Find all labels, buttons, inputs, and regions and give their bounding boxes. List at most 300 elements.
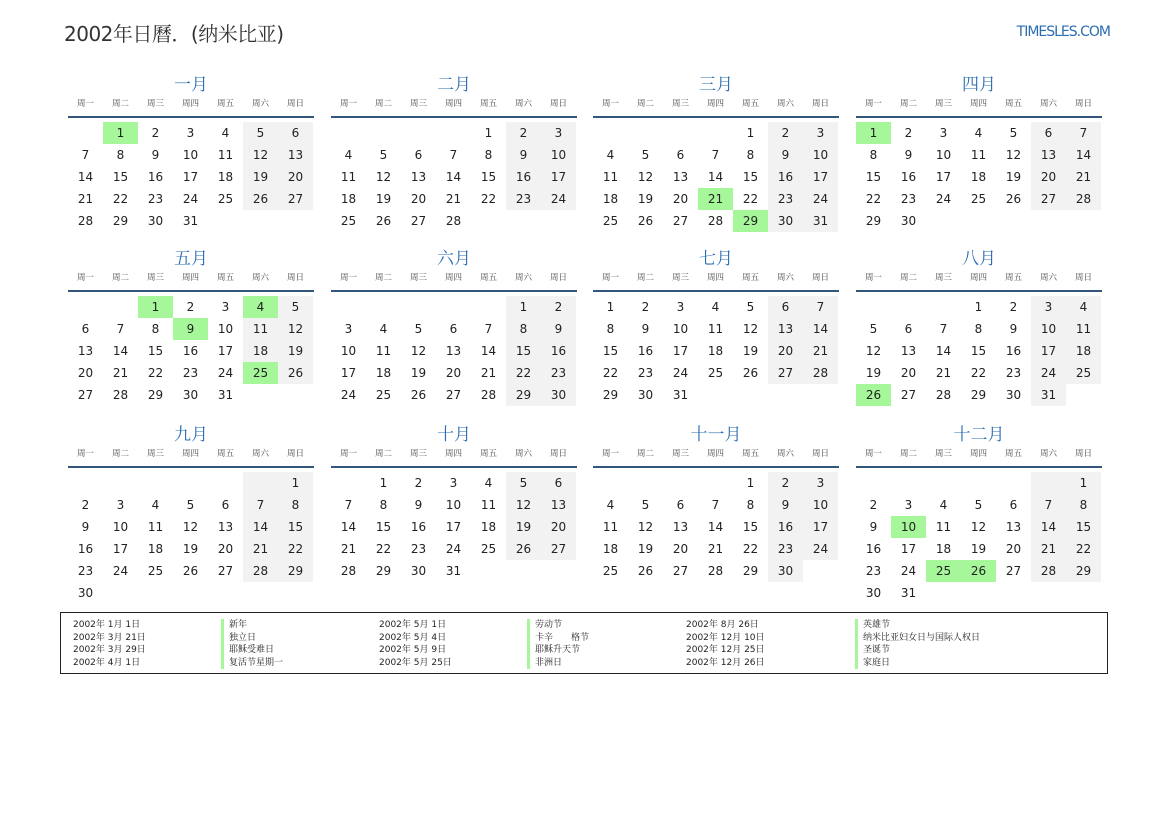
day-blank [68, 122, 103, 144]
weekday-header [593, 446, 839, 468]
weekday-label: 周六 [776, 449, 794, 459]
weekday-label: 周五 [216, 449, 234, 459]
day: 21 [803, 340, 838, 362]
day: 19 [243, 166, 278, 188]
weekday-label: 周二 [111, 273, 129, 283]
day: 29 [865, 214, 882, 228]
day-grid [68, 472, 313, 604]
weekday-label: 周六 [514, 99, 532, 109]
day: 17 [541, 166, 576, 188]
day: 2 [768, 472, 803, 494]
holiday-name: 新年 [229, 620, 248, 630]
day: 9 [414, 498, 423, 512]
day: 11 [147, 520, 164, 534]
day: 1 [379, 476, 388, 490]
day: 20 [672, 542, 689, 556]
weekday-label: 周二 [636, 99, 654, 109]
day: 10 [340, 344, 357, 358]
day: 14 [112, 344, 129, 358]
day: 23 [541, 362, 576, 384]
day: 23 [77, 564, 94, 578]
day: 5 [186, 498, 195, 512]
holiday-date: 2002年 12月 26日 [686, 657, 765, 668]
day: 7 [81, 148, 90, 162]
day: 18 [217, 170, 234, 184]
day-grid [331, 472, 576, 582]
day: 13 [217, 520, 234, 534]
weekday-label: 周六 [514, 449, 532, 459]
day: 21 [707, 542, 724, 556]
day: 20 [445, 366, 462, 380]
weekday-label: 周五 [1004, 273, 1022, 283]
holiday-date: 2002年 5月 4日 [379, 632, 447, 643]
weekday-label: 周一 [339, 449, 357, 459]
day: 6 [768, 296, 803, 318]
weekday-label: 周二 [636, 273, 654, 283]
holiday-name: 耶稣升天节 [535, 645, 581, 655]
day: 25 [217, 192, 234, 206]
holiday-dates [73, 619, 146, 669]
day: 5 [641, 148, 650, 162]
day: 21 [77, 192, 94, 206]
month-7 [593, 248, 839, 406]
day: 13 [278, 144, 313, 166]
holiday-day: 4 [243, 296, 278, 318]
day: 10 [445, 498, 462, 512]
day: 20 [1005, 542, 1022, 556]
day: 17 [803, 166, 838, 188]
day-blank [173, 472, 208, 494]
weekday-label: 周三 [934, 99, 952, 109]
day: 20 [278, 166, 313, 188]
day: 1 [506, 296, 541, 318]
day: 7 [803, 296, 838, 318]
day-grid [68, 122, 313, 232]
day: 13 [1005, 520, 1022, 534]
day: 28 [803, 362, 838, 384]
weekday-label: 周日 [811, 273, 829, 283]
month-title: 三月 [699, 75, 733, 95]
day: 16 [77, 542, 94, 556]
weekday-label: 周五 [741, 99, 759, 109]
day: 11 [243, 318, 278, 340]
day: 13 [445, 344, 462, 358]
day: 4 [606, 148, 615, 162]
day: 16 [410, 520, 427, 534]
day: 13 [672, 520, 689, 534]
day: 20 [217, 542, 234, 556]
day: 7 [449, 148, 458, 162]
day: 7 [116, 322, 125, 336]
day-blank [628, 472, 663, 494]
day: 25 [970, 192, 987, 206]
day: 24 [900, 564, 917, 578]
day: 18 [340, 192, 357, 206]
day: 18 [935, 542, 952, 556]
site-link[interactable]: TIMESLES.COM [1016, 24, 1110, 40]
day-blank [436, 122, 471, 144]
month-3 [593, 74, 839, 232]
holiday-name: 圣诞节 [863, 645, 891, 655]
day: 8 [606, 322, 615, 336]
day: 15 [480, 170, 497, 184]
weekday-header [856, 446, 1102, 468]
day: 4 [1066, 296, 1101, 318]
day: 9 [151, 148, 160, 162]
month-title: 九月 [174, 425, 208, 445]
weekday-label: 周一 [864, 273, 882, 283]
day: 27 [77, 388, 94, 402]
day: 13 [1031, 144, 1066, 166]
weekday-header [331, 446, 577, 468]
holiday-day: 29 [733, 210, 768, 232]
day: 19 [637, 192, 654, 206]
day: 11 [707, 322, 724, 336]
day: 13 [541, 494, 576, 516]
day: 23 [768, 188, 803, 210]
day: 18 [707, 344, 724, 358]
day: 2 [641, 300, 650, 314]
day: 6 [1009, 498, 1018, 512]
holiday-name: 复活节星期一 [229, 657, 284, 668]
day: 18 [375, 366, 392, 380]
day: 27 [1005, 564, 1022, 578]
weekday-header [856, 96, 1102, 118]
day: 23 [637, 366, 654, 380]
day: 29 [506, 384, 541, 406]
day: 15 [742, 170, 759, 184]
day: 14 [707, 170, 724, 184]
weekday-label: 周五 [479, 449, 497, 459]
day: 12 [243, 144, 278, 166]
day: 31 [445, 564, 462, 578]
weekday-header [593, 96, 839, 118]
day: 6 [221, 498, 230, 512]
day: 24 [217, 366, 234, 380]
day: 8 [278, 494, 313, 516]
day: 20 [410, 192, 427, 206]
holiday-date: 2002年 3月 21日 [73, 632, 146, 643]
day: 24 [112, 564, 129, 578]
weekday-label: 周六 [776, 273, 794, 283]
holiday-list [60, 612, 1108, 674]
day: 19 [865, 366, 882, 380]
day: 9 [904, 148, 913, 162]
day: 26 [637, 564, 654, 578]
weekday-label: 周四 [706, 99, 724, 109]
weekday-header [68, 270, 314, 292]
day: 20 [541, 516, 576, 538]
day-blank [628, 122, 663, 144]
day: 24 [340, 388, 357, 402]
day: 2 [81, 498, 90, 512]
day: 2 [768, 122, 803, 144]
day: 12 [742, 322, 759, 336]
day: 24 [803, 538, 838, 560]
day: 29 [112, 214, 129, 228]
day: 19 [970, 542, 987, 556]
day: 24 [672, 366, 689, 380]
day: 27 [278, 188, 313, 210]
day: 13 [900, 344, 917, 358]
weekday-label: 周三 [146, 273, 164, 283]
day: 27 [672, 214, 689, 228]
day: 30 [900, 214, 917, 228]
day: 6 [81, 322, 90, 336]
day: 29 [1066, 560, 1101, 582]
day: 17 [900, 542, 917, 556]
holiday-name: 劳动节 [535, 620, 563, 630]
day: 28 [1031, 560, 1066, 582]
day: 19 [182, 542, 199, 556]
holiday-names [221, 619, 283, 669]
month-title: 十月 [437, 425, 471, 445]
day: 8 [1066, 494, 1101, 516]
day: 31 [182, 214, 199, 228]
month-title: 一月 [174, 75, 208, 95]
day: 9 [641, 322, 650, 336]
month-title: 五月 [174, 249, 208, 269]
holiday-name: 非洲日 [535, 657, 563, 668]
holiday-day: 25 [243, 362, 278, 384]
day: 9 [768, 144, 803, 166]
day-grid [331, 296, 576, 406]
day-blank [961, 472, 996, 494]
day: 4 [939, 498, 948, 512]
day: 4 [151, 498, 160, 512]
day: 12 [637, 520, 654, 534]
day-blank [593, 472, 628, 494]
holiday-day: 26 [856, 384, 891, 406]
day: 15 [970, 344, 987, 358]
holiday-day: 1 [856, 122, 891, 144]
day: 18 [1066, 340, 1101, 362]
holiday-day: 9 [173, 318, 208, 340]
day: 26 [182, 564, 199, 578]
day: 27 [445, 388, 462, 402]
weekday-label: 周三 [409, 449, 427, 459]
day: 23 [865, 564, 882, 578]
weekday-label: 周五 [216, 273, 234, 283]
day: 24 [935, 192, 952, 206]
day: 22 [865, 192, 882, 206]
day: 15 [506, 340, 541, 362]
day-blank [856, 472, 891, 494]
day: 27 [1031, 188, 1066, 210]
day: 12 [1005, 148, 1022, 162]
day: 8 [869, 148, 878, 162]
weekday-label: 周六 [1039, 273, 1057, 283]
weekday-label: 周一 [601, 273, 619, 283]
day: 9 [506, 144, 541, 166]
day: 25 [147, 564, 164, 578]
day: 11 [217, 148, 234, 162]
day: 25 [480, 542, 497, 556]
day: 16 [541, 340, 576, 362]
day: 4 [974, 126, 983, 140]
day: 18 [970, 170, 987, 184]
weekday-label: 周五 [216, 99, 234, 109]
day: 1 [1066, 472, 1101, 494]
weekday-label: 周四 [969, 449, 987, 459]
day-blank [471, 296, 506, 318]
month-9 [68, 424, 314, 604]
day: 28 [340, 564, 357, 578]
day: 1 [606, 300, 615, 314]
weekday-label: 周六 [1039, 99, 1057, 109]
day: 6 [278, 122, 313, 144]
weekday-label: 周二 [111, 99, 129, 109]
day-blank [856, 296, 891, 318]
day: 26 [742, 366, 759, 380]
weekday-label: 周一 [864, 449, 882, 459]
day: 9 [81, 520, 90, 534]
weekday-label: 周三 [146, 449, 164, 459]
holiday-name: 耶稣受难日 [229, 645, 275, 655]
day: 2 [414, 476, 423, 490]
day: 20 [77, 366, 94, 380]
weekday-label: 周日 [549, 99, 567, 109]
day: 11 [602, 520, 619, 534]
day: 10 [803, 144, 838, 166]
day: 16 [147, 170, 164, 184]
weekday-header [593, 270, 839, 292]
day: 30 [410, 564, 427, 578]
weekday-label: 周日 [811, 99, 829, 109]
day: 19 [742, 344, 759, 358]
day: 5 [869, 322, 878, 336]
day: 12 [506, 494, 541, 516]
weekday-label: 周六 [251, 273, 269, 283]
day: 17 [182, 170, 199, 184]
weekday-label: 周四 [181, 449, 199, 459]
day-blank [663, 122, 698, 144]
day: 22 [112, 192, 129, 206]
day-blank [68, 296, 103, 318]
weekday-label: 周五 [741, 273, 759, 283]
day: 4 [379, 322, 388, 336]
day: 30 [182, 388, 199, 402]
day-blank [436, 296, 471, 318]
day: 21 [1066, 166, 1101, 188]
weekday-label: 周四 [706, 273, 724, 283]
day: 14 [935, 344, 952, 358]
day: 2 [904, 126, 913, 140]
month-5 [68, 248, 314, 406]
month-10 [331, 424, 577, 582]
weekday-label: 周四 [969, 273, 987, 283]
weekday-label: 周二 [374, 449, 392, 459]
day: 22 [602, 366, 619, 380]
weekday-label: 周六 [776, 99, 794, 109]
day-blank [926, 472, 961, 494]
day: 15 [1066, 516, 1101, 538]
weekday-label: 周日 [1074, 273, 1092, 283]
day: 5 [1009, 126, 1018, 140]
day: 22 [480, 192, 497, 206]
day: 29 [742, 564, 759, 578]
day: 11 [480, 498, 497, 512]
day: 17 [803, 516, 838, 538]
weekday-label: 周四 [444, 99, 462, 109]
day: 4 [221, 126, 230, 140]
day: 18 [480, 520, 497, 534]
day: 26 [506, 538, 541, 560]
day: 7 [1031, 494, 1066, 516]
holiday-name: 卡辛 格节 [535, 632, 590, 643]
day-blank [103, 472, 138, 494]
day: 28 [1066, 188, 1101, 210]
day: 14 [340, 520, 357, 534]
day: 11 [375, 344, 392, 358]
day: 27 [768, 362, 803, 384]
day: 20 [1031, 166, 1066, 188]
weekday-label: 周三 [409, 99, 427, 109]
day: 18 [243, 340, 278, 362]
weekday-label: 周六 [514, 273, 532, 283]
day: 23 [768, 538, 803, 560]
weekday-label: 周一 [76, 449, 94, 459]
holiday-day: 26 [961, 560, 996, 582]
weekday-label: 周五 [741, 449, 759, 459]
day: 10 [182, 148, 199, 162]
day: 25 [602, 214, 619, 228]
weekday-label: 周一 [601, 99, 619, 109]
day: 24 [182, 192, 199, 206]
weekday-label: 周日 [286, 99, 304, 109]
day: 14 [480, 344, 497, 358]
day: 7 [243, 494, 278, 516]
day: 26 [375, 214, 392, 228]
day-blank [208, 472, 243, 494]
weekday-label: 周四 [181, 273, 199, 283]
page-title: 2002年日曆．(纳米比亚) [64, 22, 284, 46]
day: 19 [375, 192, 392, 206]
holiday-name: 英雄节 [863, 620, 891, 630]
day: 21 [445, 192, 462, 206]
day: 12 [637, 170, 654, 184]
day: 17 [340, 366, 357, 380]
day: 20 [768, 340, 803, 362]
day: 14 [1031, 516, 1066, 538]
day-blank [138, 472, 173, 494]
day: 8 [484, 148, 493, 162]
day: 30 [768, 210, 803, 232]
holiday-date: 2002年 5月 1日 [379, 620, 447, 630]
day: 28 [707, 564, 724, 578]
day: 27 [410, 214, 427, 228]
weekday-label: 周一 [76, 273, 94, 283]
holiday-name: 家庭日 [863, 657, 891, 668]
weekday-label: 周二 [111, 449, 129, 459]
weekday-header [68, 446, 314, 468]
day: 29 [375, 564, 392, 578]
weekday-label: 周一 [339, 99, 357, 109]
day: 21 [112, 366, 129, 380]
day: 9 [768, 494, 803, 516]
month-6 [331, 248, 577, 406]
day: 11 [1066, 318, 1101, 340]
day: 10 [112, 520, 129, 534]
day: 9 [541, 318, 576, 340]
holiday-date: 2002年 4月 1日 [73, 657, 141, 668]
day: 16 [637, 344, 654, 358]
day: 2 [506, 122, 541, 144]
day: 16 [182, 344, 199, 358]
month-title: 十二月 [953, 425, 1005, 445]
day: 8 [746, 498, 755, 512]
weekday-label: 周五 [479, 273, 497, 283]
